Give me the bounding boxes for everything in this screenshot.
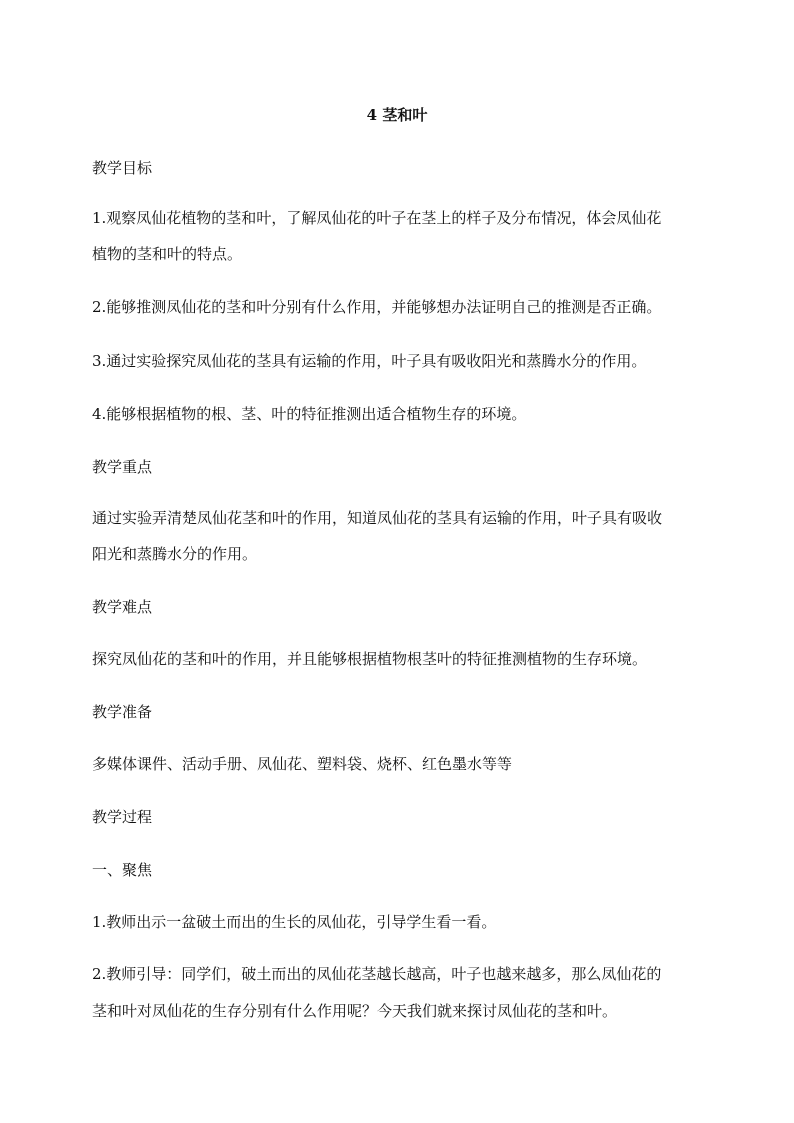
- heading-difficulties: 教学难点: [92, 598, 153, 616]
- process-step-2-line-1: 2.教师引导：同学们，破土而出的凤仙花茎越长越高，叶子也越来越多，那么凤仙花的: [92, 965, 662, 983]
- difficulties-text: 探究凤仙花的茎和叶的作用，并且能够根据植物根茎叶的特征推测植物的生存环境。: [92, 650, 648, 668]
- goal-1-line-1: 1.观察凤仙花植物的茎和叶，了解凤仙花的叶子在茎上的样子及分布情况，体会凤仙花: [92, 209, 662, 227]
- preparation-text: 多媒体课件、活动手册、凤仙花、塑料袋、烧杯、红色墨水等等: [92, 755, 513, 773]
- goal-3: 3.通过实验探究凤仙花的茎具有运输的作用，叶子具有吸收阳光和蒸腾水分的作用。: [92, 352, 647, 370]
- process-step-2-line-2: 茎和叶对凤仙花的生存分别有什么作用呢？今天我们就来探讨凤仙花的茎和叶。: [92, 1002, 618, 1020]
- goal-1-line-2: 植物的茎和叶的特点。: [92, 245, 243, 263]
- goal-2: 2.能够推测凤仙花的茎和叶分别有什么作用，并能够想办法证明自己的推测是否正确。: [92, 298, 662, 316]
- heading-teaching-goals: 教学目标: [92, 159, 153, 177]
- goal-4: 4.能够根据植物的根、茎、叶的特征推测出适合植物生存的环境。: [92, 405, 527, 423]
- key-points-line-1: 通过实验弄清楚凤仙花茎和叶的作用，知道凤仙花的茎具有运输的作用，叶子具有吸收: [92, 509, 663, 527]
- heading-process: 教学过程: [92, 808, 153, 826]
- document-title: 4 茎和叶: [366, 106, 428, 124]
- process-step-1: 1.教师出示一盆破土而出的生长的凤仙花，引导学生看一看。: [92, 913, 497, 931]
- heading-key-points: 教学重点: [92, 458, 153, 476]
- heading-preparation: 教学准备: [92, 703, 153, 721]
- section-focus: 一、聚焦: [92, 861, 153, 879]
- key-points-line-2: 阳光和蒸腾水分的作用。: [92, 545, 258, 563]
